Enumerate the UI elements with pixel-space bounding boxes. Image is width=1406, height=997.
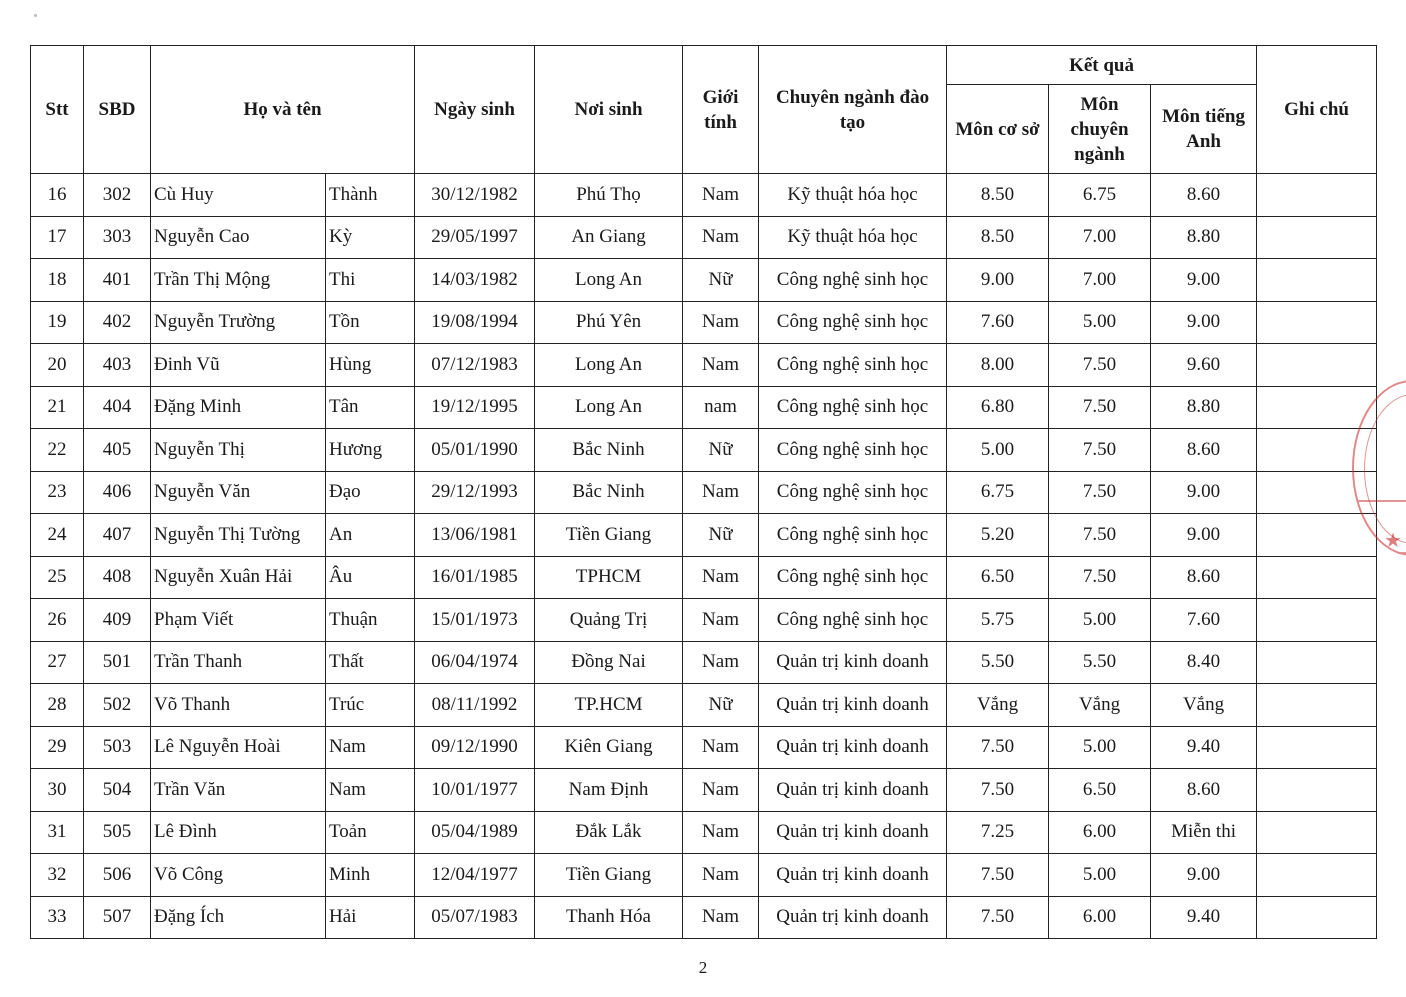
cell-ten: Nam (326, 726, 415, 769)
cell-stt: 16 (31, 174, 84, 217)
cell-sbd: 502 (84, 684, 151, 727)
cell-chuyen-nganh: Quản trị kinh doanh (759, 726, 947, 769)
cell-sbd: 404 (84, 386, 151, 429)
cell-mon-tieng-anh: 9.00 (1151, 514, 1257, 557)
cell-chuyen-nganh: Công nghệ sinh học (759, 301, 947, 344)
cell-noi-sinh: Bắc Ninh (535, 429, 683, 472)
cell-gioi-tinh: Nữ (683, 259, 759, 302)
cell-mon-chuyen-nganh: Vắng (1049, 684, 1151, 727)
cell-noi-sinh: Bắc Ninh (535, 471, 683, 514)
cell-ghi-chu (1257, 641, 1377, 684)
cell-mon-co-so: Vắng (947, 684, 1049, 727)
cell-gioi-tinh: Nữ (683, 429, 759, 472)
cell-ngay-sinh: 08/11/1992 (415, 684, 535, 727)
cell-gioi-tinh: Nam (683, 769, 759, 812)
cell-mon-tieng-anh: 8.60 (1151, 769, 1257, 812)
cell-ten: Nam (326, 769, 415, 812)
cell-ngay-sinh: 07/12/1983 (415, 344, 535, 387)
cell-mon-chuyen-nganh: 6.00 (1049, 896, 1151, 939)
cell-ghi-chu (1257, 769, 1377, 812)
cell-mon-chuyen-nganh: 5.00 (1049, 854, 1151, 897)
header-mon-tieng-anh: Môn tiếng Anh (1151, 85, 1257, 174)
cell-mon-tieng-anh: 9.00 (1151, 471, 1257, 514)
cell-sbd: 401 (84, 259, 151, 302)
cell-chuyen-nganh: Công nghệ sinh học (759, 386, 947, 429)
cell-mon-co-so: 8.50 (947, 174, 1049, 217)
cell-stt: 19 (31, 301, 84, 344)
header-ghi-chu: Ghi chú (1257, 46, 1377, 174)
cell-sbd: 408 (84, 556, 151, 599)
cell-chuyen-nganh: Quản trị kinh doanh (759, 896, 947, 939)
cell-gioi-tinh: Nữ (683, 514, 759, 557)
cell-ngay-sinh: 30/12/1982 (415, 174, 535, 217)
cell-sbd: 302 (84, 174, 151, 217)
cell-ho: Phạm Viết (151, 599, 326, 642)
cell-gioi-tinh: Nam (683, 174, 759, 217)
cell-mon-co-so: 7.50 (947, 854, 1049, 897)
cell-chuyen-nganh: Kỹ thuật hóa học (759, 216, 947, 259)
cell-sbd: 406 (84, 471, 151, 514)
table-row (31, 514, 1377, 557)
cell-mon-tieng-anh: 8.60 (1151, 174, 1257, 217)
header-chuyen-nganh: Chuyên ngành đào tạo (759, 46, 947, 174)
cell-gioi-tinh: Nam (683, 641, 759, 684)
cell-chuyen-nganh: Công nghệ sinh học (759, 344, 947, 387)
cell-stt: 17 (31, 216, 84, 259)
cell-ngay-sinh: 19/12/1995 (415, 386, 535, 429)
cell-ghi-chu (1257, 216, 1377, 259)
cell-sbd: 405 (84, 429, 151, 472)
table-row (31, 811, 1377, 854)
cell-gioi-tinh: Nam (683, 301, 759, 344)
table-row (31, 174, 1377, 217)
cell-ho: Trần Văn (151, 769, 326, 812)
cell-ghi-chu (1257, 514, 1377, 557)
table-row (31, 854, 1377, 897)
table-row (31, 259, 1377, 302)
cell-mon-tieng-anh: 7.60 (1151, 599, 1257, 642)
cell-ten: Thi (326, 259, 415, 302)
cell-gioi-tinh: Nam (683, 599, 759, 642)
cell-mon-chuyen-nganh: 7.50 (1049, 514, 1151, 557)
header-sbd: SBD (84, 46, 151, 174)
header-mon-chuyen-nganh: Môn chuyên ngành (1049, 85, 1151, 174)
cell-gioi-tinh: Nam (683, 896, 759, 939)
cell-stt: 30 (31, 769, 84, 812)
cell-noi-sinh: Long An (535, 344, 683, 387)
seal-star-icon: ★ (1384, 528, 1402, 552)
page-number: 2 (698, 958, 708, 977)
scan-speck (34, 14, 37, 17)
cell-mon-co-so: 8.50 (947, 216, 1049, 259)
cell-ngay-sinh: 05/04/1989 (415, 811, 535, 854)
cell-gioi-tinh: nam (683, 386, 759, 429)
cell-ngay-sinh: 16/01/1985 (415, 556, 535, 599)
cell-chuyen-nganh: Công nghệ sinh học (759, 556, 947, 599)
cell-mon-tieng-anh: Vắng (1151, 684, 1257, 727)
table-row (31, 641, 1377, 684)
table-row (31, 301, 1377, 344)
table-row (31, 769, 1377, 812)
cell-gioi-tinh: Nam (683, 854, 759, 897)
cell-mon-chuyen-nganh: 5.00 (1049, 726, 1151, 769)
cell-chuyen-nganh: Công nghệ sinh học (759, 471, 947, 514)
cell-ghi-chu (1257, 684, 1377, 727)
cell-ho: Võ Thanh (151, 684, 326, 727)
cell-ho: Đặng Minh (151, 386, 326, 429)
cell-chuyen-nganh: Công nghệ sinh học (759, 429, 947, 472)
cell-mon-tieng-anh: 8.60 (1151, 556, 1257, 599)
cell-gioi-tinh: Nam (683, 556, 759, 599)
cell-gioi-tinh: Nam (683, 726, 759, 769)
cell-mon-chuyen-nganh: 7.50 (1049, 344, 1151, 387)
cell-mon-chuyen-nganh: 7.00 (1049, 259, 1151, 302)
cell-stt: 26 (31, 599, 84, 642)
cell-gioi-tinh: Nam (683, 811, 759, 854)
cell-ghi-chu (1257, 386, 1377, 429)
cell-mon-chuyen-nganh: 7.00 (1049, 216, 1151, 259)
table-row (31, 726, 1377, 769)
cell-ghi-chu (1257, 726, 1377, 769)
cell-ten: Kỳ (326, 216, 415, 259)
cell-ten: Toản (326, 811, 415, 854)
cell-ten: Tân (326, 386, 415, 429)
cell-mon-tieng-anh: 8.40 (1151, 641, 1257, 684)
table-row (31, 216, 1377, 259)
cell-noi-sinh: Thanh Hóa (535, 896, 683, 939)
cell-ghi-chu (1257, 811, 1377, 854)
cell-stt: 28 (31, 684, 84, 727)
table-row (31, 344, 1377, 387)
cell-noi-sinh: TP.HCM (535, 684, 683, 727)
cell-stt: 25 (31, 556, 84, 599)
cell-mon-co-so: 5.20 (947, 514, 1049, 557)
cell-ngay-sinh: 15/01/1973 (415, 599, 535, 642)
cell-ho: Trần Thanh (151, 641, 326, 684)
cell-chuyen-nganh: Quản trị kinh doanh (759, 854, 947, 897)
cell-ten: Thành (326, 174, 415, 217)
cell-ghi-chu (1257, 174, 1377, 217)
cell-ten: Thuận (326, 599, 415, 642)
table-row (31, 386, 1377, 429)
cell-ten: Hương (326, 429, 415, 472)
header-stt: Stt (31, 46, 84, 174)
cell-mon-co-so: 5.00 (947, 429, 1049, 472)
cell-mon-tieng-anh: 9.00 (1151, 259, 1257, 302)
cell-ten: Đạo (326, 471, 415, 514)
header-row-top (31, 46, 1377, 85)
cell-stt: 33 (31, 896, 84, 939)
cell-ngay-sinh: 06/04/1974 (415, 641, 535, 684)
table-body (31, 174, 1377, 939)
cell-ngay-sinh: 29/12/1993 (415, 471, 535, 514)
cell-chuyen-nganh: Quản trị kinh doanh (759, 811, 947, 854)
cell-mon-co-so: 6.80 (947, 386, 1049, 429)
cell-chuyen-nganh: Công nghệ sinh học (759, 514, 947, 557)
cell-sbd: 303 (84, 216, 151, 259)
cell-chuyen-nganh: Quản trị kinh doanh (759, 684, 947, 727)
cell-ngay-sinh: 12/04/1977 (415, 854, 535, 897)
cell-ten: Hùng (326, 344, 415, 387)
cell-mon-chuyen-nganh: 5.50 (1049, 641, 1151, 684)
cell-mon-tieng-anh: 9.60 (1151, 344, 1257, 387)
cell-ngay-sinh: 10/01/1977 (415, 769, 535, 812)
cell-mon-chuyen-nganh: 6.00 (1049, 811, 1151, 854)
cell-ten: Trúc (326, 684, 415, 727)
cell-mon-chuyen-nganh: 6.75 (1049, 174, 1151, 217)
cell-ghi-chu (1257, 301, 1377, 344)
cell-noi-sinh: TPHCM (535, 556, 683, 599)
cell-mon-tieng-anh: 9.40 (1151, 896, 1257, 939)
cell-chuyen-nganh: Quản trị kinh doanh (759, 641, 947, 684)
cell-ho: Đặng Ích (151, 896, 326, 939)
cell-mon-chuyen-nganh: 6.50 (1049, 769, 1151, 812)
cell-ngay-sinh: 14/03/1982 (415, 259, 535, 302)
cell-ngay-sinh: 19/08/1994 (415, 301, 535, 344)
cell-mon-co-so: 5.75 (947, 599, 1049, 642)
cell-gioi-tinh: Nam (683, 216, 759, 259)
cell-ten: An (326, 514, 415, 557)
cell-mon-chuyen-nganh: 7.50 (1049, 556, 1151, 599)
cell-mon-chuyen-nganh: 5.00 (1049, 599, 1151, 642)
cell-mon-tieng-anh: 9.00 (1151, 301, 1257, 344)
cell-ngay-sinh: 29/05/1997 (415, 216, 535, 259)
cell-ngay-sinh: 09/12/1990 (415, 726, 535, 769)
cell-sbd: 501 (84, 641, 151, 684)
cell-ho: Trần Thị Mộng (151, 259, 326, 302)
cell-ho: Võ Công (151, 854, 326, 897)
cell-ngay-sinh: 05/01/1990 (415, 429, 535, 472)
cell-chuyen-nganh: Kỹ thuật hóa học (759, 174, 947, 217)
cell-mon-tieng-anh: Miễn thi (1151, 811, 1257, 854)
cell-ho: Nguyễn Văn (151, 471, 326, 514)
cell-mon-co-so: 5.50 (947, 641, 1049, 684)
cell-sbd: 409 (84, 599, 151, 642)
cell-stt: 27 (31, 641, 84, 684)
cell-ho: Nguyễn Thị Tường (151, 514, 326, 557)
cell-ten: Thất (326, 641, 415, 684)
cell-mon-tieng-anh: 8.60 (1151, 429, 1257, 472)
cell-noi-sinh: An Giang (535, 216, 683, 259)
header-mon-co-so: Môn cơ sở (947, 85, 1049, 174)
table-row (31, 599, 1377, 642)
cell-stt: 18 (31, 259, 84, 302)
cell-sbd: 402 (84, 301, 151, 344)
cell-ho: Lê Đình (151, 811, 326, 854)
cell-ho: Đinh Vũ (151, 344, 326, 387)
cell-mon-chuyen-nganh: 7.50 (1049, 471, 1151, 514)
cell-noi-sinh: Phú Thọ (535, 174, 683, 217)
cell-sbd: 505 (84, 811, 151, 854)
cell-ten: Tồn (326, 301, 415, 344)
header-ho-va-ten: Họ và tên (151, 46, 415, 174)
cell-mon-co-so: 7.50 (947, 726, 1049, 769)
cell-ho: Nguyễn Trường (151, 301, 326, 344)
cell-ten: Âu (326, 556, 415, 599)
cell-mon-chuyen-nganh: 7.50 (1049, 386, 1151, 429)
cell-ghi-chu (1257, 896, 1377, 939)
cell-mon-co-so: 6.50 (947, 556, 1049, 599)
seal-inner-ring (1364, 394, 1406, 544)
seal-line (1358, 552, 1406, 554)
cell-ho: Nguyễn Cao (151, 216, 326, 259)
cell-sbd: 504 (84, 769, 151, 812)
cell-sbd: 503 (84, 726, 151, 769)
cell-chuyen-nganh: Công nghệ sinh học (759, 259, 947, 302)
cell-ghi-chu (1257, 556, 1377, 599)
cell-noi-sinh: Phú Yên (535, 301, 683, 344)
cell-stt: 21 (31, 386, 84, 429)
cell-mon-chuyen-nganh: 7.50 (1049, 429, 1151, 472)
cell-mon-co-so: 7.50 (947, 769, 1049, 812)
header-noi-sinh: Nơi sinh (535, 46, 683, 174)
cell-gioi-tinh: Nam (683, 344, 759, 387)
cell-mon-tieng-anh: 8.80 (1151, 386, 1257, 429)
cell-ngay-sinh: 05/07/1983 (415, 896, 535, 939)
cell-noi-sinh: Long An (535, 386, 683, 429)
cell-stt: 32 (31, 854, 84, 897)
cell-ghi-chu (1257, 599, 1377, 642)
cell-ghi-chu (1257, 259, 1377, 302)
cell-stt: 29 (31, 726, 84, 769)
cell-noi-sinh: Quảng Trị (535, 599, 683, 642)
header-ngay-sinh: Ngày sinh (415, 46, 535, 174)
seal-line (1358, 500, 1406, 502)
cell-mon-co-so: 8.00 (947, 344, 1049, 387)
cell-gioi-tinh: Nữ (683, 684, 759, 727)
cell-gioi-tinh: Nam (683, 471, 759, 514)
cell-stt: 24 (31, 514, 84, 557)
table-row (31, 896, 1377, 939)
cell-mon-co-so: 7.50 (947, 896, 1049, 939)
cell-sbd: 506 (84, 854, 151, 897)
cell-sbd: 507 (84, 896, 151, 939)
cell-ghi-chu (1257, 344, 1377, 387)
table-row (31, 429, 1377, 472)
header-ket-qua: Kết quả (947, 46, 1257, 85)
cell-sbd: 403 (84, 344, 151, 387)
header-gioi-tinh: Giới tính (683, 46, 759, 174)
table-row (31, 556, 1377, 599)
cell-ten: Minh (326, 854, 415, 897)
cell-noi-sinh: Tiền Giang (535, 854, 683, 897)
cell-ghi-chu (1257, 854, 1377, 897)
table-row (31, 684, 1377, 727)
cell-stt: 22 (31, 429, 84, 472)
cell-ngay-sinh: 13/06/1981 (415, 514, 535, 557)
table-row (31, 471, 1377, 514)
cell-ho: Nguyễn Xuân Hải (151, 556, 326, 599)
cell-noi-sinh: Long An (535, 259, 683, 302)
cell-noi-sinh: Tiền Giang (535, 514, 683, 557)
cell-chuyen-nganh: Công nghệ sinh học (759, 599, 947, 642)
cell-mon-co-so: 7.60 (947, 301, 1049, 344)
cell-mon-co-so: 9.00 (947, 259, 1049, 302)
cell-noi-sinh: Đồng Nai (535, 641, 683, 684)
cell-mon-co-so: 7.25 (947, 811, 1049, 854)
cell-chuyen-nganh: Quản trị kinh doanh (759, 769, 947, 812)
cell-sbd: 407 (84, 514, 151, 557)
cell-noi-sinh: Nam Định (535, 769, 683, 812)
cell-ho: Nguyễn Thị (151, 429, 326, 472)
cell-mon-tieng-anh: 9.00 (1151, 854, 1257, 897)
cell-stt: 31 (31, 811, 84, 854)
cell-noi-sinh: Kiên Giang (535, 726, 683, 769)
cell-ten: Hải (326, 896, 415, 939)
cell-mon-tieng-anh: 8.80 (1151, 216, 1257, 259)
cell-ho: Lê Nguyễn Hoài (151, 726, 326, 769)
cell-mon-tieng-anh: 9.40 (1151, 726, 1257, 769)
cell-mon-co-so: 6.75 (947, 471, 1049, 514)
results-table (30, 45, 1377, 939)
cell-noi-sinh: Đắk Lắk (535, 811, 683, 854)
cell-mon-chuyen-nganh: 5.00 (1049, 301, 1151, 344)
cell-stt: 23 (31, 471, 84, 514)
cell-ho: Cù Huy (151, 174, 326, 217)
cell-stt: 20 (31, 344, 84, 387)
